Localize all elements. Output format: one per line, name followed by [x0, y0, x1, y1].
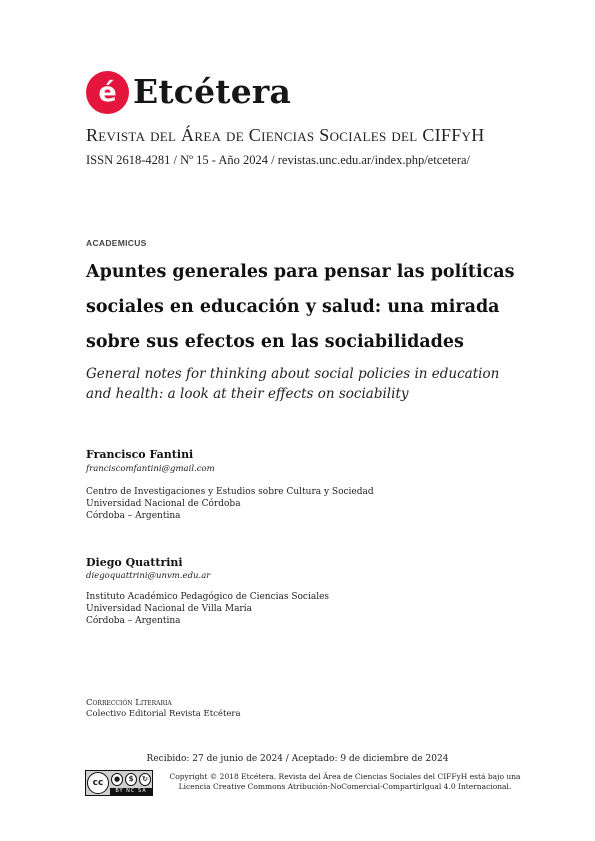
correction-value: Colectivo Editorial Revista Etcétera [86, 709, 241, 719]
logo-text: Etcétera [133, 72, 292, 111]
correction-label: Corrección Literaria [86, 698, 172, 708]
article-subtitle: General notes for thinking about social policies in education and health: a look at their effects on sociability [86, 366, 500, 402]
attribution-icon: ● [111, 773, 123, 786]
issn-line: ISSN 2618-4281 / Nº 15 - Año 2024 / revistas.unc.edu.ar/index.php/etcetera/ [86, 153, 471, 167]
sharealike-icon: ↻ [139, 773, 151, 786]
cc-icon: cc [87, 772, 109, 794]
journal-name: Revista del Área de Ciencias Sociales del CIFFyH [86, 125, 485, 145]
affiliation-line: Córdoba – Argentina [86, 511, 181, 521]
logo-icon: é [86, 71, 129, 114]
affiliation-line: Universidad Nacional de Córdoba [86, 499, 241, 509]
section-label: ACADEMICUS [86, 238, 147, 248]
author-email[interactable]: diegoquattrini@unvm.edu.ar [86, 571, 211, 581]
affiliation-line: Universidad Nacional de Villa María [86, 604, 252, 614]
copyright-notice: Copyright © 2018 Etcétera. Revista del Área de Ciencias Sociales del CIFFyH está bajo una Licencia Creative Commons Atribución-NoComercial-CompartirIgual 4.0 Internacional. [169, 772, 521, 791]
author-name: Francisco Fantini [86, 448, 194, 461]
cc-terms-strip: BY NC SA [110, 788, 152, 795]
cc-license-badge[interactable] [85, 770, 153, 796]
noncommercial-icon: $ [125, 773, 137, 786]
received-accepted-dates: Recibido: 27 de junio de 2024 / Aceptado: 9 de diciembre de 2024 [146, 754, 449, 764]
affiliation-line: Córdoba – Argentina [86, 616, 181, 626]
author-name: Diego Quattrini [86, 556, 183, 569]
author-email[interactable]: franciscomfantini@gmail.com [86, 464, 215, 474]
article-title: Apuntes generales para pensar las políticas sociales en educación y salud: una mirada sobre sus efectos en las sociabilidades [86, 262, 515, 352]
affiliation-line: Instituto Académico Pedagógico de Ciencias Sociales [86, 592, 330, 602]
affiliation-line: Centro de Investigaciones y Estudios sobre Cultura y Sociedad [86, 487, 374, 497]
